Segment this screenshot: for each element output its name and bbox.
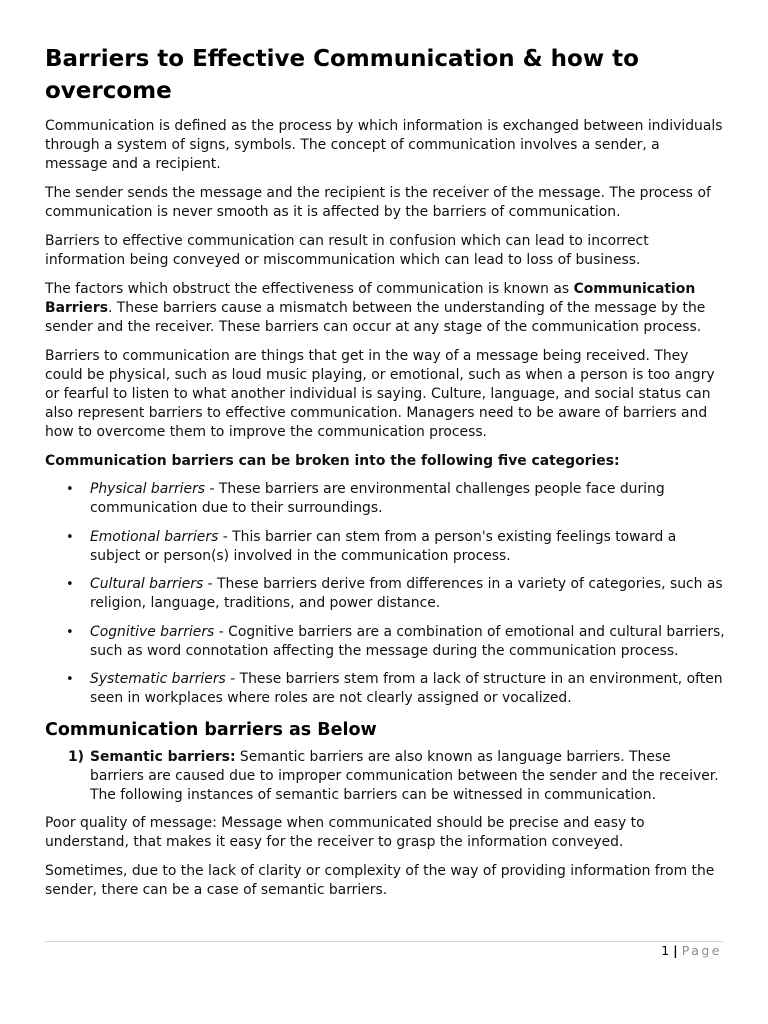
category-item <box>90 528 725 566</box>
section-heading: Communication barriers as Below <box>45 719 377 740</box>
numbered-item <box>68 748 725 805</box>
category-desc: - These barriers derive from differences in a variety of categories, such as religion, language, traditions, and power distance. <box>90 576 723 611</box>
confusion-paragraph: Barriers to effective communication can result in confusion which can lead to incorrect information being conveyed or miscommunication which can lead to loss of business. <box>45 233 649 268</box>
sender-paragraph: The sender sends the message and the recipient is the receiver of the message. The process of communication is never smooth as it is affected by the barriers of communication. <box>45 185 711 220</box>
poor-quality-paragraph: Poor quality of message: Message when communicated should be precise and easy to understand, that makes it easy for the receiver to grasp the information conveyed. <box>45 814 645 850</box>
page-label: Page <box>681 943 722 958</box>
category-term: Systematic barriers <box>90 671 226 687</box>
category-desc: - This barrier can stem from a person's existing feelings toward a subject or person(s) involved in the communication process. <box>90 528 677 564</box>
definition-lead: The factors which obstruct the effectiveness of communication is known as <box>45 281 574 297</box>
category-term: Cognitive barriers <box>90 623 215 640</box>
category-desc: - These barriers stem from a lack of structure in an environment, often seen in workplaces where roles are not clearly assigned or vocalized. <box>90 671 723 706</box>
barriers-numbered-list <box>45 748 725 805</box>
document-page <box>45 44 725 910</box>
item-number: 1) <box>68 748 85 765</box>
categories-heading: Communication barriers can be broken into the following five categories: <box>45 453 620 469</box>
category-desc: - Cognitive barriers are a combination of emotional and cultural barriers, such as word connotation affecting the message during the communication process. <box>90 623 725 659</box>
footer-divider <box>45 941 723 942</box>
category-term: Cultural barriers <box>90 576 204 592</box>
page-number: 1 <box>661 943 670 958</box>
definition-rest: . These barriers cause a mismatch between the understanding of the message by the sender and the receiver. These barriers can occur at any stage of the communication process. <box>45 300 706 335</box>
numbered-term: Semantic barriers: <box>90 748 236 765</box>
overview-paragraph: Barriers to communication are things that get in the way of a message being received. They could be physical, such as loud music playing, or emotional, such as when a person is too angry or fearful to listen to what another individual is saying. Culture, language, and social status can also represent barriers to effective communication. Managers need to be aware of barriers and how to overcome them to improve the communication process. <box>45 348 715 440</box>
category-item <box>90 670 725 708</box>
intro-paragraph: Communication is defined as the process by which information is exchanged between individuals through a system of signs, symbols. The concept of communication involves a sender, a message and a recipient. <box>45 118 723 172</box>
page-footer <box>661 943 722 958</box>
category-desc: - These barriers are environmental challenges people face during communication due to their surroundings. <box>90 481 665 516</box>
category-item <box>90 575 725 613</box>
category-term: Physical barriers <box>90 481 206 497</box>
categories-list <box>45 480 725 708</box>
category-term: Emotional barriers <box>90 528 219 545</box>
page-separator: | <box>673 943 678 958</box>
numbered-desc: Semantic barriers are also known as language barriers. These barriers are caused due to improper communication between the sender and the receiver. The following instances of semantic barriers can be witnessed in communication. <box>90 748 719 803</box>
document-title: Barriers to Effective Communication & how to overcome <box>45 46 639 104</box>
definition-paragraph <box>45 280 725 337</box>
category-item <box>90 480 725 518</box>
category-item <box>90 623 725 661</box>
definition-term: Communication Barriers <box>45 281 696 316</box>
clarity-paragraph: Sometimes, due to the lack of clarity or complexity of the way of providing information from the sender, there can be a case of semantic barriers. <box>45 862 715 898</box>
